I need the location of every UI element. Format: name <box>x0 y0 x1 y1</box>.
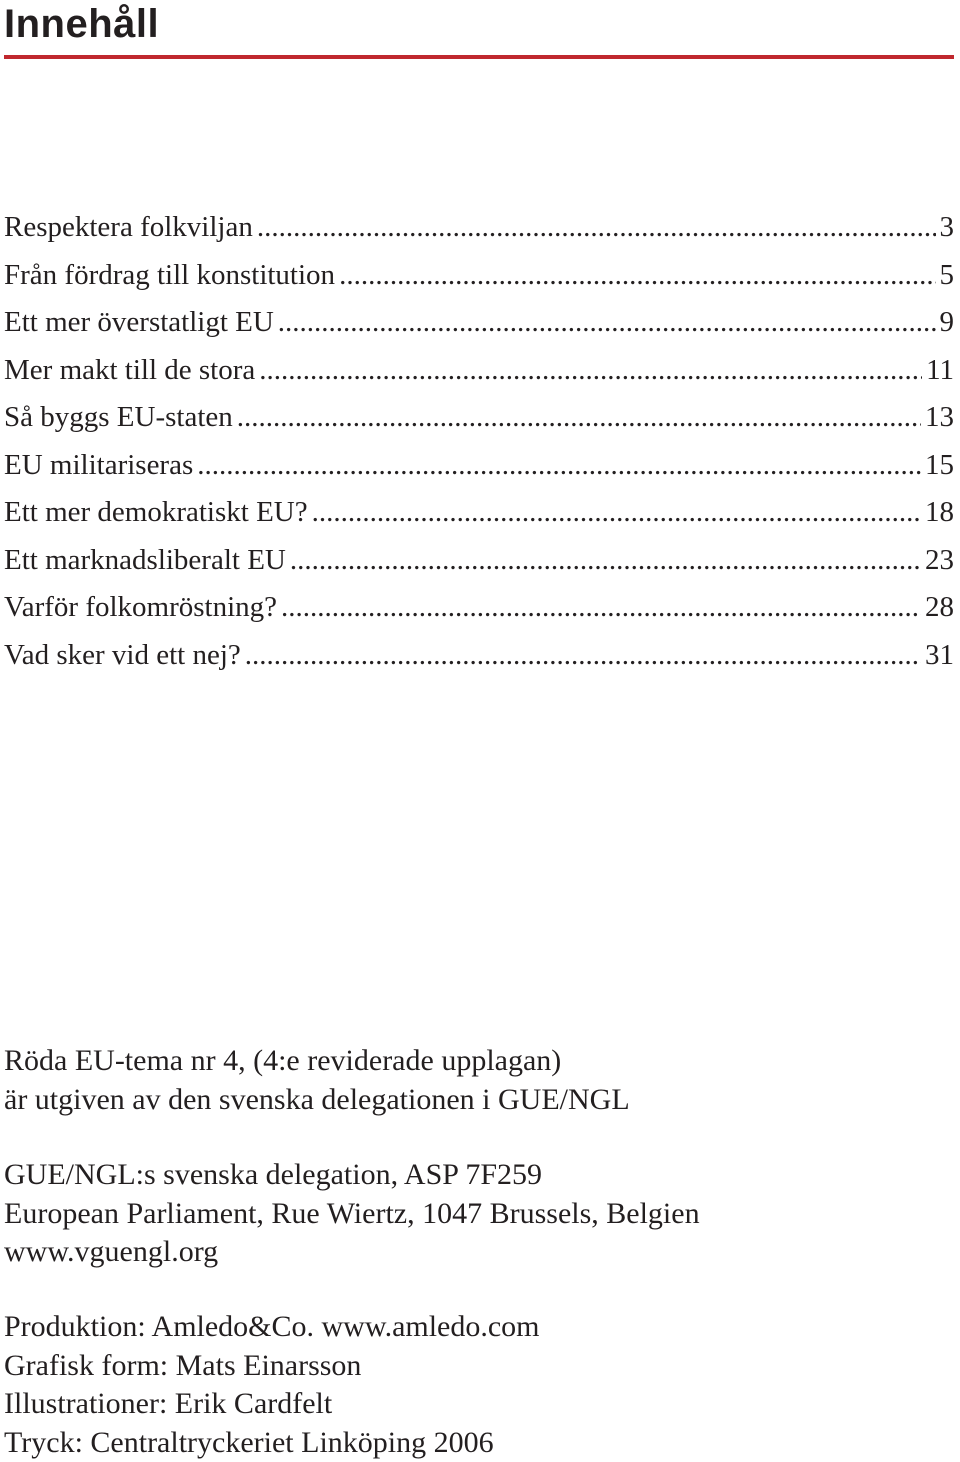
toc-dot-leader <box>257 204 936 252</box>
toc-entry-page: 15 <box>925 442 954 490</box>
toc-entry-page: 11 <box>926 347 954 395</box>
toc-entry[interactable] <box>4 442 954 490</box>
toc-entry-title: EU militariseras <box>4 442 193 490</box>
toc-entry-title: Ett marknadsliberalt EU <box>4 537 286 585</box>
colophon-line: Grafisk form: Mats Einarsson <box>4 1347 944 1386</box>
toc-dot-leader <box>290 537 921 585</box>
colophon-address <box>4 1156 944 1272</box>
toc-entry-title: Ett mer överstatligt EU <box>4 299 274 347</box>
toc-entry[interactable] <box>4 537 954 585</box>
toc-entry[interactable] <box>4 489 954 537</box>
colophon-publication <box>4 1042 944 1119</box>
toc-entry[interactable] <box>4 632 954 680</box>
toc-entry-page: 13 <box>925 394 954 442</box>
colophon-line: Röda EU-tema nr 4, (4:e reviderade upplagan) <box>4 1042 944 1081</box>
toc-dot-leader <box>245 632 921 680</box>
toc-entry[interactable] <box>4 299 954 347</box>
toc-entry-page: 3 <box>940 204 955 252</box>
toc-dot-leader <box>197 442 921 490</box>
toc-dot-leader <box>237 394 921 442</box>
toc-entry[interactable] <box>4 584 954 632</box>
toc-entry-title: Ett mer demokratiskt EU? <box>4 489 308 537</box>
toc-entry[interactable] <box>4 252 954 300</box>
page-title: Innehåll <box>4 0 159 48</box>
colophon-line: Produktion: Amledo&Co. www.amledo.com <box>4 1308 944 1347</box>
toc-entry-title: Respektera folkviljan <box>4 204 253 252</box>
toc-dot-leader <box>259 347 922 395</box>
title-rule <box>4 55 954 59</box>
toc-entry-title: Varför folkomröstning? <box>4 584 277 632</box>
toc-dot-leader <box>281 584 921 632</box>
toc-entry[interactable] <box>4 204 954 252</box>
toc-entry-page: 23 <box>925 537 954 585</box>
toc-entry-page: 31 <box>925 632 954 680</box>
toc-entry-page: 9 <box>940 299 955 347</box>
colophon-line: är utgiven av den svenska delegationen i GUE/NGL <box>4 1081 944 1120</box>
colophon-website-link[interactable]: www.vguengl.org <box>4 1233 944 1272</box>
toc-entry-title: Från fördrag till konstitution <box>4 252 335 300</box>
colophon-line: Tryck: Centraltryckeriet Linköping 2006 <box>4 1424 944 1462</box>
colophon-credits <box>4 1308 944 1462</box>
toc-entry-page: 28 <box>925 584 954 632</box>
toc-entry-title: Så byggs EU-staten <box>4 394 233 442</box>
toc-dot-leader <box>278 299 936 347</box>
colophon-line: European Parliament, Rue Wiertz, 1047 Brussels, Belgien <box>4 1195 944 1234</box>
colophon-line: GUE/NGL:s svenska delegation, ASP 7F259 <box>4 1156 944 1195</box>
toc-entry-page: 5 <box>940 252 955 300</box>
toc-entry-title: Mer makt till de stora <box>4 347 255 395</box>
toc-dot-leader <box>339 252 935 300</box>
toc-entry-page: 18 <box>925 489 954 537</box>
table-of-contents <box>4 204 954 679</box>
toc-entry[interactable] <box>4 394 954 442</box>
toc-entry[interactable] <box>4 347 954 395</box>
toc-entry-title: Vad sker vid ett nej? <box>4 632 241 680</box>
colophon-line: Illustrationer: Erik Cardfelt <box>4 1385 944 1424</box>
toc-dot-leader <box>312 489 921 537</box>
